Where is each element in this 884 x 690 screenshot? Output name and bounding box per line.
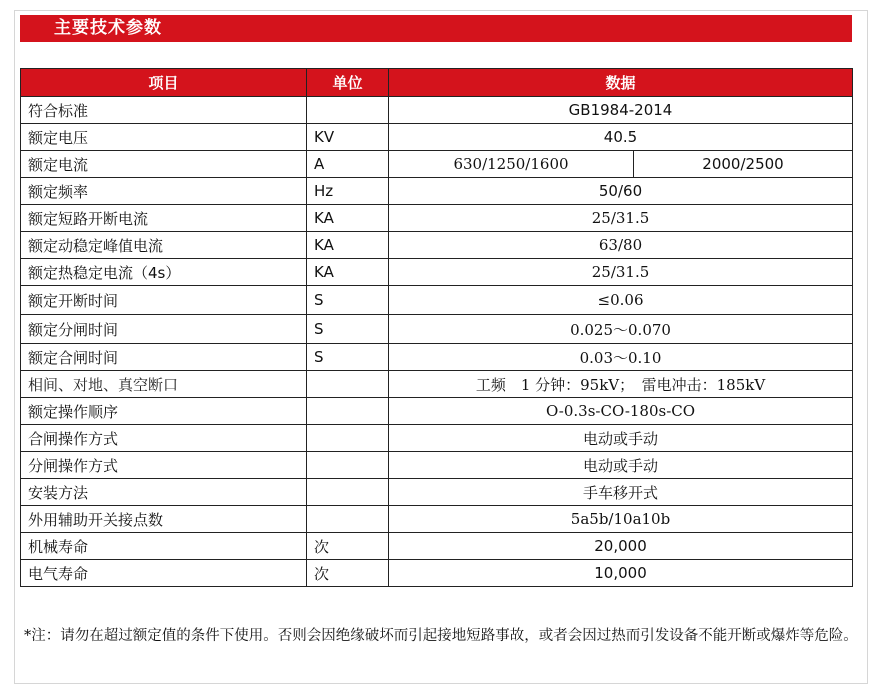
row-unit: [307, 506, 389, 533]
row-name: 额定热稳定电流（4s）: [21, 259, 307, 286]
table-row: [21, 97, 853, 124]
row-name: 安装方法: [21, 479, 307, 506]
table-row: [21, 533, 853, 560]
row-name: 额定分闸时间: [21, 315, 307, 344]
row-name: 额定动稳定峰值电流: [21, 232, 307, 259]
row-value: GB1984-2014: [389, 97, 853, 124]
table-row: [21, 205, 853, 232]
row-name: 额定频率: [21, 178, 307, 205]
row-name: 额定电流: [21, 151, 307, 178]
header-item: 项目: [21, 69, 307, 97]
table-row: [21, 560, 853, 587]
row-name: 额定开断时间: [21, 286, 307, 315]
table-row: [21, 315, 853, 344]
row-unit: A: [307, 151, 389, 178]
header-unit: 单位: [307, 69, 389, 97]
table-row: [21, 344, 853, 371]
row-unit: [307, 398, 389, 425]
row-unit: KA: [307, 205, 389, 232]
row-value: 40.5: [389, 124, 853, 151]
row-unit: 次: [307, 533, 389, 560]
table-row: [21, 151, 853, 178]
row-unit: KA: [307, 259, 389, 286]
table-row: [21, 506, 853, 533]
row-unit: [307, 97, 389, 124]
section-title: 主要技术参数: [20, 15, 852, 42]
row-unit: S: [307, 344, 389, 371]
row-name: 合闸操作方式: [21, 425, 307, 452]
row-value: 20,000: [389, 533, 853, 560]
row-value: 63/80: [389, 232, 853, 259]
row-name: 额定操作顺序: [21, 398, 307, 425]
row-value: 25/31.5: [389, 205, 853, 232]
row-unit: Hz: [307, 178, 389, 205]
spec-table: [20, 68, 853, 587]
row-unit: [307, 452, 389, 479]
row-value: 手车移开式: [389, 479, 853, 506]
row-name: 机械寿命: [21, 533, 307, 560]
row-name: 额定合闸时间: [21, 344, 307, 371]
row-unit: KV: [307, 124, 389, 151]
row-value: O-0.3s-CO-180s-CO: [389, 398, 853, 425]
row-name: 相间、对地、真空断口: [21, 371, 307, 398]
row-name: 电气寿命: [21, 560, 307, 587]
row-value-b: 2000/2500: [634, 151, 853, 178]
row-name: 符合标准: [21, 97, 307, 124]
table-row: [21, 259, 853, 286]
table-row: [21, 178, 853, 205]
row-name: 外用辅助开关接点数: [21, 506, 307, 533]
row-value: 5a5b/10a10b: [389, 506, 853, 533]
row-value: 电动或手动: [389, 452, 853, 479]
row-unit: S: [307, 286, 389, 315]
row-name: 分闸操作方式: [21, 452, 307, 479]
row-unit: S: [307, 315, 389, 344]
row-value: 0.03～0.10: [389, 344, 853, 371]
table-row: [21, 479, 853, 506]
table-row: [21, 286, 853, 315]
row-unit: [307, 371, 389, 398]
row-value: 25/31.5: [389, 259, 853, 286]
row-value: 50/60: [389, 178, 853, 205]
table-header-row: [21, 69, 853, 97]
row-unit: KA: [307, 232, 389, 259]
table-row: [21, 452, 853, 479]
header-data: 数据: [389, 69, 853, 97]
row-value: 工频 1 分钟：95kV； 雷电冲击：185kV: [389, 371, 853, 398]
row-unit: [307, 479, 389, 506]
table-row: [21, 371, 853, 398]
row-unit: 次: [307, 560, 389, 587]
table-row: [21, 232, 853, 259]
row-value: ≤0.06: [389, 286, 853, 315]
footnote: *注：请勿在超过额定值的条件下使用。否则会因绝缘破坏而引起接地短路事故，或者会因过热而引发设备不能开断或爆炸等危险。: [24, 628, 858, 644]
row-name: 额定电压: [21, 124, 307, 151]
table-row: [21, 425, 853, 452]
row-value: 0.025～0.070: [389, 315, 853, 344]
row-value: 10,000: [389, 560, 853, 587]
row-name: 额定短路开断电流: [21, 205, 307, 232]
table-row: [21, 398, 853, 425]
table-row: [21, 124, 853, 151]
row-unit: [307, 425, 389, 452]
row-value-a: 630/1250/1600: [389, 151, 634, 178]
row-value: 电动或手动: [389, 425, 853, 452]
